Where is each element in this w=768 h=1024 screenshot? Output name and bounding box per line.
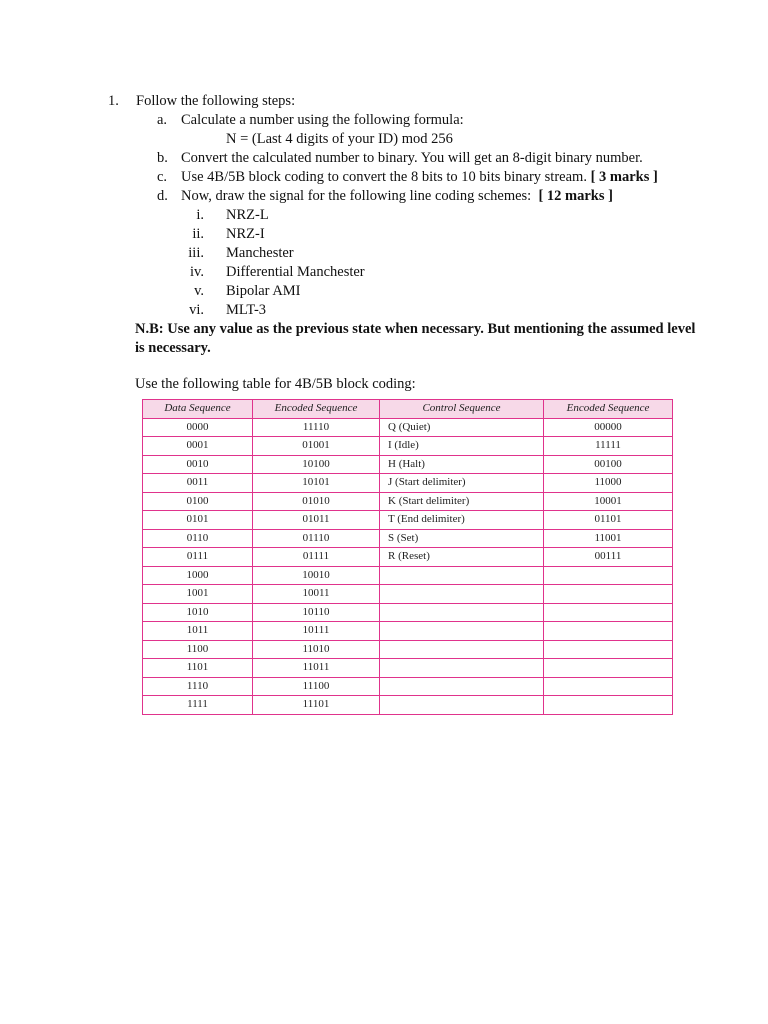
table-cell: 1110	[143, 677, 253, 696]
scheme-marker: ii.	[192, 226, 204, 242]
step-b-text: Convert the calculated number to binary. You will get an 8-digit binary number.	[181, 150, 643, 166]
note-line-1: N.B: Use any value as the previous state when necessary. But mentioning the assumed level	[135, 321, 696, 337]
table-cell: 1111	[143, 696, 253, 715]
step-c-text: Use 4B/5B block coding to convert the 8 bits to 10 bits binary stream.	[181, 169, 587, 185]
table-row	[143, 603, 673, 622]
table-cell: 0010	[143, 455, 253, 474]
table-cell: 11010	[253, 640, 380, 659]
table-cell	[544, 603, 673, 622]
table-cell	[544, 640, 673, 659]
table-cell: 11101	[253, 696, 380, 715]
scheme-mlt-3: MLT-3	[226, 302, 267, 318]
table-row	[143, 566, 673, 585]
table-row	[143, 696, 673, 715]
table-cell: 0000	[143, 418, 253, 437]
step-d-text-line	[181, 187, 613, 205]
table-row	[143, 511, 673, 530]
table-cell: K (Start delimiter)	[380, 492, 544, 511]
question-number: 1.	[108, 93, 119, 109]
table-cell: 11111	[544, 437, 673, 456]
table-cell: 1101	[143, 659, 253, 678]
table-cell: 00100	[544, 455, 673, 474]
table-cell: 1011	[143, 622, 253, 641]
scheme-nrz-i: NRZ-I	[226, 226, 265, 242]
table-row	[143, 455, 673, 474]
scheme-marker: iv.	[190, 264, 204, 280]
table-cell	[380, 603, 544, 622]
table-cell: 0111	[143, 548, 253, 567]
table-cell: 10011	[253, 585, 380, 604]
table-cell: 00000	[544, 418, 673, 437]
table-row	[143, 492, 673, 511]
table-cell: S (Set)	[380, 529, 544, 548]
table-cell	[544, 622, 673, 641]
table-cell: 11011	[253, 659, 380, 678]
step-a-marker: a.	[157, 112, 168, 128]
table-row	[143, 418, 673, 437]
table-cell: 10100	[253, 455, 380, 474]
table-cell: 01101	[544, 511, 673, 530]
scheme-marker: vi.	[189, 302, 204, 318]
table-cell: J (Start delimiter)	[380, 474, 544, 493]
table-row	[143, 677, 673, 696]
table-cell: 01010	[253, 492, 380, 511]
table-cell: 11110	[253, 418, 380, 437]
step-d-marker: d.	[157, 188, 168, 204]
step-b-marker: b.	[157, 150, 168, 166]
table-row	[143, 474, 673, 493]
table-cell: 0001	[143, 437, 253, 456]
table-cell: 01111	[253, 548, 380, 567]
table-cell: T (End delimiter)	[380, 511, 544, 530]
column-header: Control Sequence	[380, 400, 544, 419]
scheme-marker: i.	[196, 207, 204, 223]
note-line-2: is necessary.	[135, 340, 211, 356]
block-coding-table	[142, 399, 673, 715]
table-cell	[544, 566, 673, 585]
scheme-marker: iii.	[188, 245, 204, 261]
table-body	[143, 418, 673, 714]
table-cell	[380, 677, 544, 696]
table-cell: 01001	[253, 437, 380, 456]
table-cell: 1100	[143, 640, 253, 659]
step-c-text-line	[181, 168, 658, 186]
table-cell	[380, 696, 544, 715]
table-row	[143, 622, 673, 641]
table-cell	[544, 696, 673, 715]
step-d-marks: [ 12 marks ]	[538, 188, 613, 204]
scheme-manchester: Manchester	[226, 245, 294, 261]
scheme-nrz-l: NRZ-L	[226, 207, 269, 223]
table-cell: 11100	[253, 677, 380, 696]
table-cell: 11001	[544, 529, 673, 548]
table-cell	[544, 677, 673, 696]
table-cell: 0100	[143, 492, 253, 511]
table-cell: 1001	[143, 585, 253, 604]
table-cell	[380, 659, 544, 678]
table-row	[143, 640, 673, 659]
step-c-marker: c.	[157, 169, 168, 185]
scheme-bipolar-ami: Bipolar AMI	[226, 283, 301, 299]
table-cell: 1010	[143, 603, 253, 622]
table-row	[143, 529, 673, 548]
table-cell	[380, 585, 544, 604]
table-cell	[380, 622, 544, 641]
step-c-marks: [ 3 marks ]	[590, 169, 658, 185]
table-cell: 10010	[253, 566, 380, 585]
table-cell: 0110	[143, 529, 253, 548]
table-row	[143, 585, 673, 604]
table-cell: Q (Quiet)	[380, 418, 544, 437]
table-cell: 0011	[143, 474, 253, 493]
table-cell: 1000	[143, 566, 253, 585]
table-header-row	[143, 400, 673, 419]
table-cell: R (Reset)	[380, 548, 544, 567]
table-cell	[544, 659, 673, 678]
scheme-marker: v.	[194, 283, 204, 299]
table-cell	[380, 640, 544, 659]
column-header: Data Sequence	[143, 400, 253, 419]
formula: N = (Last 4 digits of your ID) mod 256	[226, 131, 453, 147]
scheme-differential-manchester: Differential Manchester	[226, 264, 365, 280]
table-cell: 0101	[143, 511, 253, 530]
table-row	[143, 437, 673, 456]
table-cell: 10110	[253, 603, 380, 622]
table-cell: H (Halt)	[380, 455, 544, 474]
step-d-text: Now, draw the signal for the following line coding schemes:	[181, 188, 532, 204]
table-cell: 00111	[544, 548, 673, 567]
table-cell: 01011	[253, 511, 380, 530]
table-cell: 10101	[253, 474, 380, 493]
column-header: Encoded Sequence	[253, 400, 380, 419]
table-row	[143, 659, 673, 678]
table-cell: 11000	[544, 474, 673, 493]
table-cell: 01110	[253, 529, 380, 548]
table-cell	[544, 585, 673, 604]
table-intro: Use the following table for 4B/5B block coding:	[135, 376, 416, 392]
table-cell: 10111	[253, 622, 380, 641]
table-cell: I (Idle)	[380, 437, 544, 456]
table-row	[143, 548, 673, 567]
step-a-text: Calculate a number using the following formula:	[181, 112, 464, 128]
question-intro: Follow the following steps:	[136, 93, 296, 109]
column-header: Encoded Sequence	[544, 400, 673, 419]
table-cell: 10001	[544, 492, 673, 511]
table-cell	[380, 566, 544, 585]
